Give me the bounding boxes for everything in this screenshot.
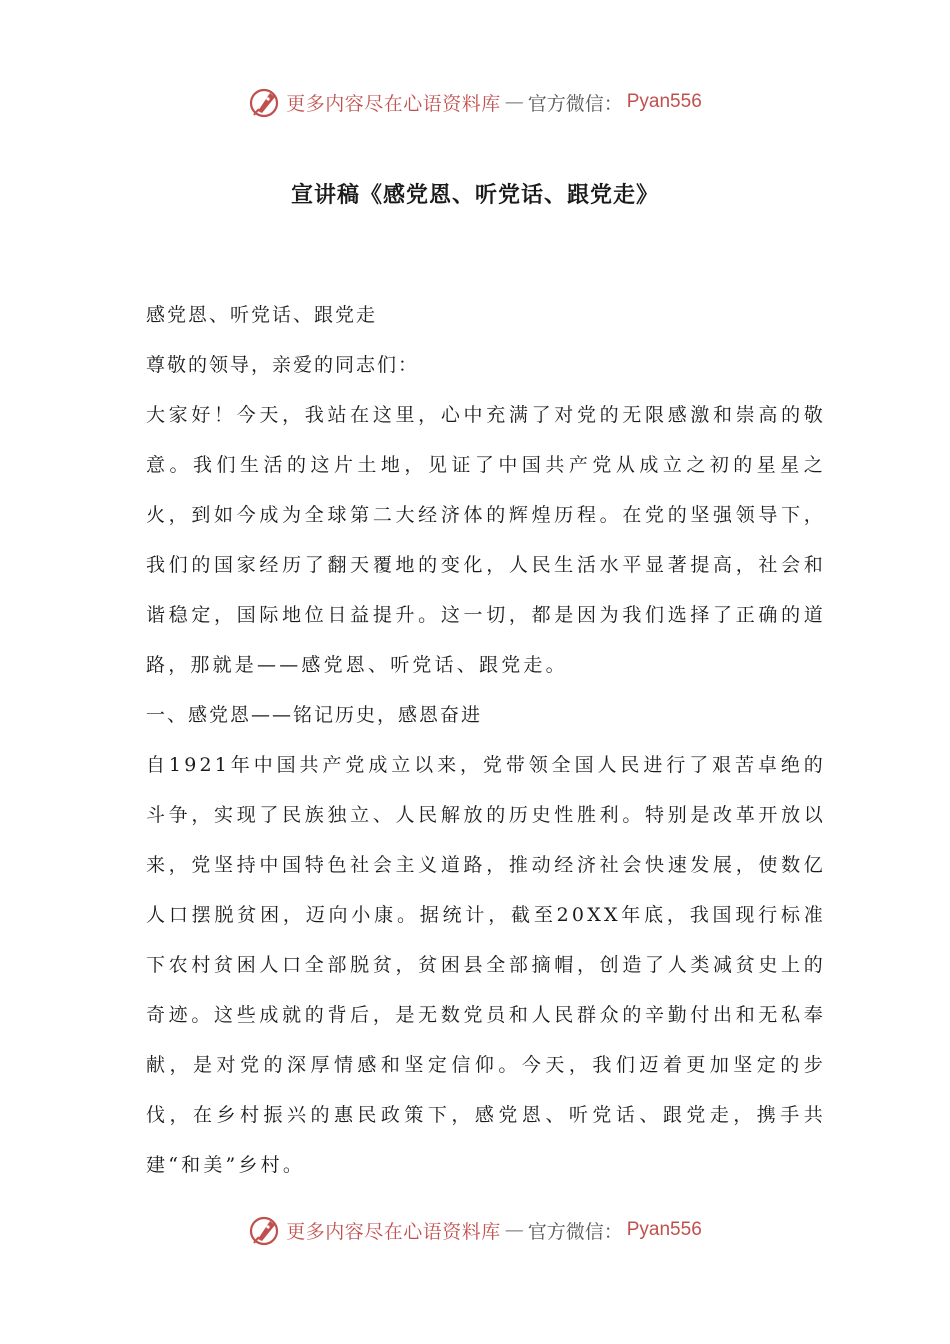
banner-wechat-id: Pyan556 <box>626 1219 702 1240</box>
banner-text: 更多内容尽在心语资料库 <box>286 1220 501 1243</box>
banner-separator: — <box>504 1219 524 1241</box>
header-banner <box>0 82 950 122</box>
pen-nib-logo-icon <box>248 1213 282 1247</box>
page-title: 宣讲稿《感党恩、听党话、跟党走》 <box>290 183 659 208</box>
banner-separator: — <box>504 91 524 113</box>
subtitle-paragraph: 感党恩、听党话、跟党走 <box>146 304 378 326</box>
pen-nib-logo-icon <box>248 85 282 119</box>
banner-wechat-label: 官方微信： <box>527 1220 623 1243</box>
section-paragraph: 自1921年中国共产党成立以来，党带领全国人民进行了艰苦卓绝的斗争，实现了民族独立、人民解放的历史性胜利。特别是改革开放以来，党坚持中国特色社会主义道路，推动经济社会快速发展，使数亿人口摆脱贫困，迈向小康。据统计，截至20XX年底，我国现行标准下农村贫困人口全部脱贫，贫困县全部摘帽，创造了人类减贫史上的奇迹。这些成就的背后，是无数党员和人民群众的辛勤付出和无私奉献，是对党的深厚情感和坚定信仰。今天，我们迈着更加坚定的步伐，在乡村振兴的惠民政策下，感党恩、听党话、跟党走，携手共建“和美”乡村。 <box>146 754 826 1176</box>
document-body <box>146 290 826 1190</box>
banner-wechat-id: Pyan556 <box>626 91 702 112</box>
banner-text: 更多内容尽在心语资料库 <box>286 92 501 115</box>
salutation-paragraph: 尊敬的领导，亲爱的同志们： <box>146 354 420 376</box>
footer-banner <box>0 1210 950 1250</box>
banner-wechat-label: 官方微信： <box>527 92 623 115</box>
section-heading: 一、感党恩——铭记历史，感恩奋进 <box>146 704 483 726</box>
intro-paragraph: 大家好！今天，我站在这里，心中充满了对党的无限感激和崇高的敬意。我们生活的这片土地，见证了中国共产党从成立之初的星星之火，到如今成为全球第二大经济体的辉煌历程。在党的坚强领导下，我们的国家经历了翻天覆地的变化，人民生活水平显著提高，社会和谐稳定，国际地位日益提升。这一切，都是因为我们选择了正确的道路，那就是——感党恩、听党话、跟党走。 <box>146 404 826 676</box>
